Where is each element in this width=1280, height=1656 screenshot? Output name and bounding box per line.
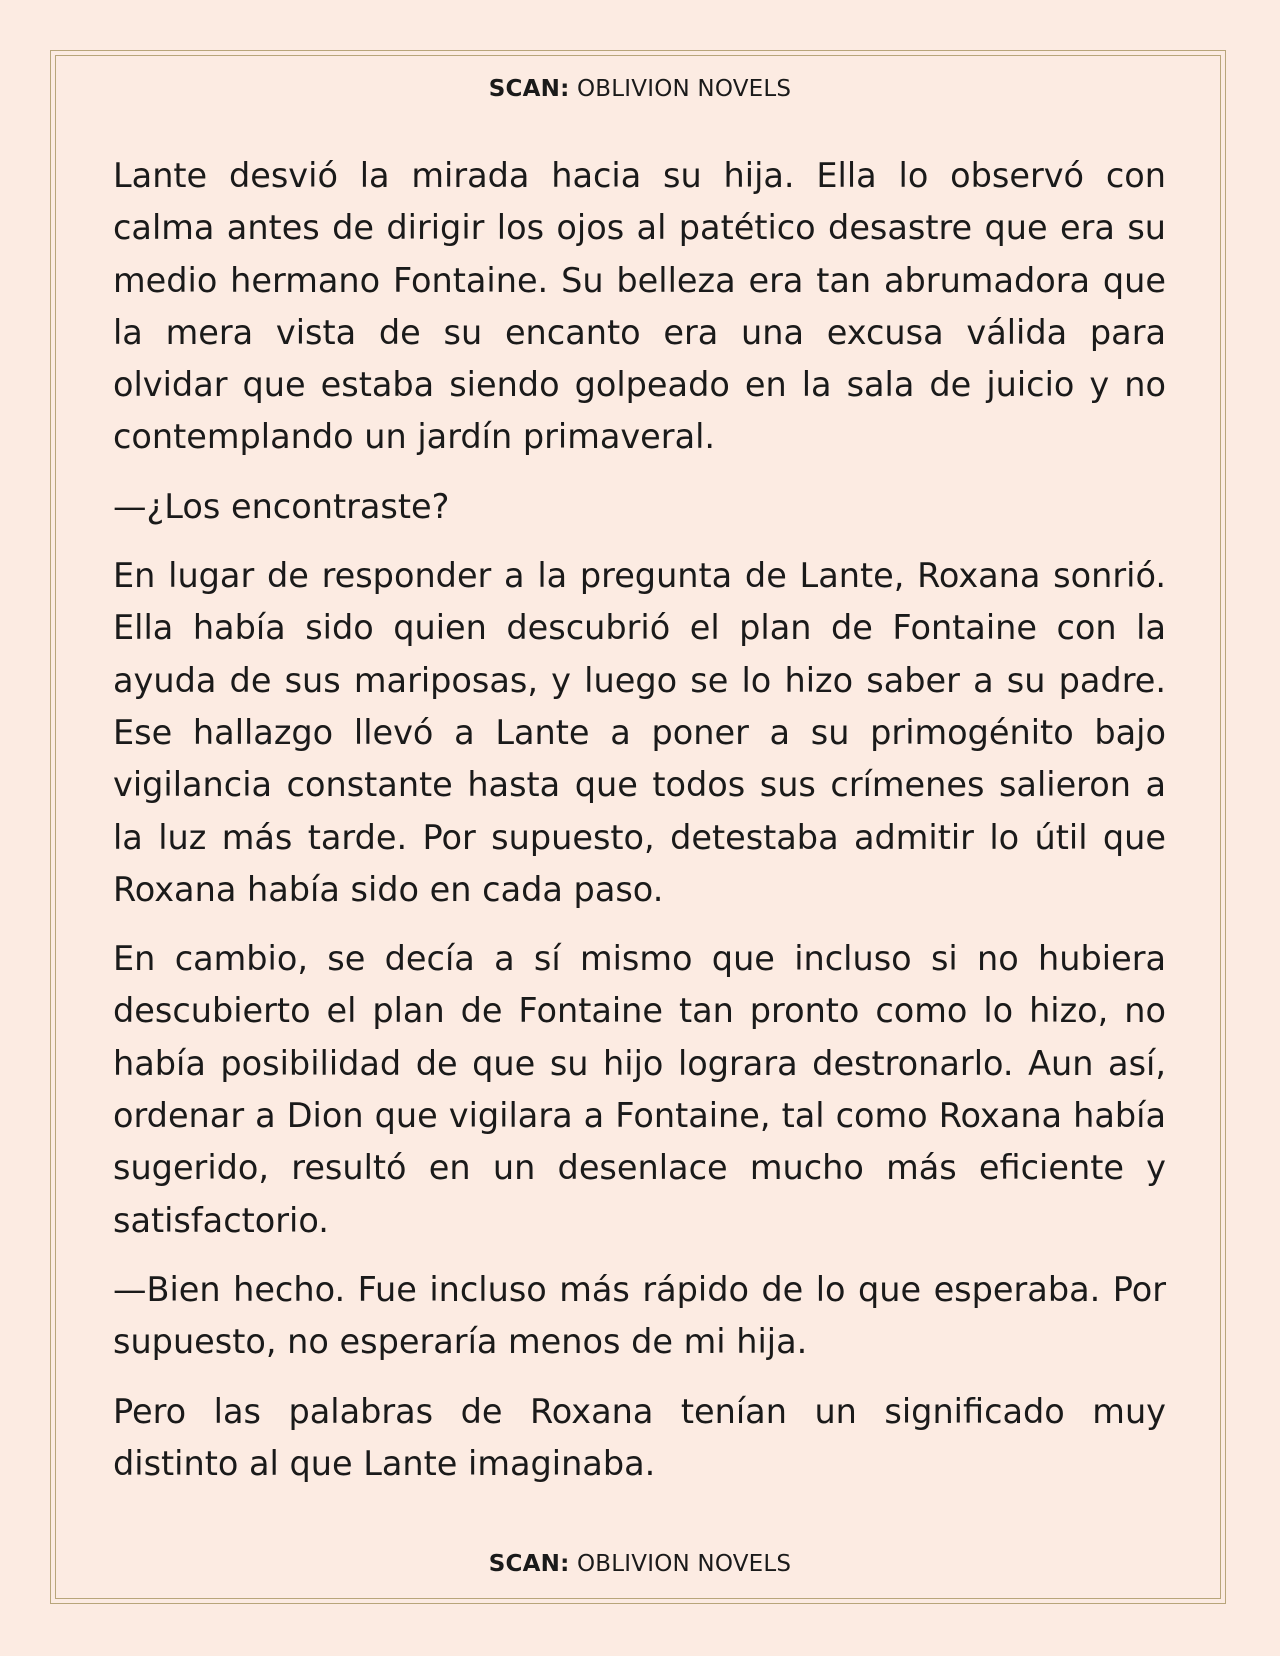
- paragraph: Lante desvió la mirada hacia su hija. Ella lo observó con calma antes de dirigir los ojos al patético desastre que era su medio hermano Fontaine. Su belleza era tan abrumadora que la mera vista de su encanto era una excusa válida para olvidar que estaba siendo golpeado en la sala de juicio y no contemplando un jardín primaveral.: [113, 156, 1166, 457]
- dialogue-line: —¿Los encontraste?: [113, 486, 450, 526]
- paragraph: En lugar de responder a la pregunta de Lante, Roxana sonrió. Ella había sido quien descubrió el plan de Fontaine con la ayuda de sus mariposas, y luego se lo hizo saber a su padre. Ese hallazgo llevó a Lante a poner a su primogénito bajo vigilancia constante hasta que todos sus crímenes salieron a la luz más tarde. Por supuesto, detestaba admitir lo útil que Roxana había sido en cada paso.: [113, 556, 1166, 909]
- paragraph: Pero las palabras de Roxana tenían un significado muy distinto al que Lante imaginaba.: [113, 1391, 1166, 1483]
- scan-credit-label: SCAN:: [488, 76, 570, 102]
- scan-credit-label: SCAN:: [488, 1551, 570, 1577]
- scan-credit-source: OBLIVION NOVELS: [577, 1551, 792, 1577]
- dialogue-line: —Bien hecho. Fue incluso más rápido de lo que esperaba. Por supuesto, no esperaría menos de mi hija.: [113, 1269, 1166, 1362]
- page-body: [113, 150, 1166, 1507]
- scan-credit-header: [0, 76, 1280, 102]
- paragraph: En cambio, se decía a sí mismo que incluso si no hubiera descubierto el plan de Fontaine tan pronto como lo hizo, no había posibilidad de que su hijo lograra destronarlo. Aun así, ordenar a Dion que vigilara a Fontaine, tal como Roxana había sugerido, resultó en un desenlace mucho más eficiente y satisfactorio.: [113, 939, 1166, 1240]
- scan-credit-footer: [0, 1551, 1280, 1577]
- scan-credit-source: OBLIVION NOVELS: [577, 76, 792, 102]
